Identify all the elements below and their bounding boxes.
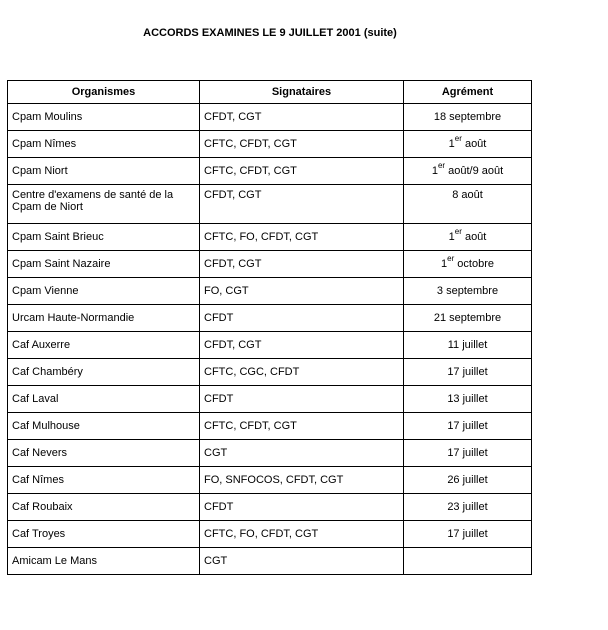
table-row [8, 467, 532, 494]
cell-signataires: CFTC, CFDT, CGT [200, 131, 404, 158]
cell-agrement [404, 158, 532, 185]
cell-signataires: CGT [200, 440, 404, 467]
cell-agrement: 11 juillet [404, 332, 532, 359]
cell-agrement: 17 juillet [404, 521, 532, 548]
table-row [8, 278, 532, 305]
table-row [8, 158, 532, 185]
cell-signataires: CFTC, CFDT, CGT [200, 413, 404, 440]
agrement-month: août [461, 231, 487, 243]
cell-signataires: CFTC, FO, CFDT, CGT [200, 224, 404, 251]
cell-agrement: 13 juillet [404, 386, 532, 413]
cell-organisme: Caf Troyes [8, 521, 200, 548]
cell-organisme: Urcam Haute-Normandie [8, 305, 200, 332]
cell-organisme: Caf Nîmes [8, 467, 200, 494]
cell-agrement: 8 août [404, 185, 532, 224]
cell-signataires: CFTC, CGC, CFDT [200, 359, 404, 386]
cell-organisme: Caf Laval [8, 386, 200, 413]
agrement-month: août [461, 138, 487, 150]
agrement-day: 1 [431, 165, 438, 177]
cell-signataires: CFDT, CGT [200, 104, 404, 131]
cell-organisme: Cpam Nîmes [8, 131, 200, 158]
cell-signataires: CFTC, CFDT, CGT [200, 158, 404, 185]
cell-signataires: CFTC, FO, CFDT, CGT [200, 521, 404, 548]
cell-signataires: CFDT [200, 386, 404, 413]
cell-agrement [404, 548, 532, 575]
cell-organisme: Cpam Niort [8, 158, 200, 185]
agrement-day: 1 [441, 258, 448, 270]
table-header-row [8, 81, 532, 104]
cell-agrement [404, 224, 532, 251]
cell-signataires: FO, CGT [200, 278, 404, 305]
cell-agrement [404, 131, 532, 158]
cell-organisme: Cpam Saint Brieuc [8, 224, 200, 251]
cell-organisme: Caf Chambéry [8, 359, 200, 386]
cell-signataires: CFDT, CGT [200, 332, 404, 359]
cell-organisme: Cpam Vienne [8, 278, 200, 305]
table-row [8, 521, 532, 548]
table-row [8, 185, 532, 224]
cell-signataires: CFDT [200, 494, 404, 521]
cell-agrement: 17 juillet [404, 413, 532, 440]
ordinal-suffix: er [454, 227, 462, 237]
cell-agrement [404, 251, 532, 278]
agreements-table [7, 80, 532, 575]
cell-agrement: 17 juillet [404, 359, 532, 386]
cell-organisme: Centre d'examens de santé de la Cpam de Niort [8, 185, 200, 224]
cell-organisme: Amicam Le Mans [8, 548, 200, 575]
table-row [8, 305, 532, 332]
cell-signataires: CFDT, CGT [200, 251, 404, 278]
cell-agrement: 26 juillet [404, 467, 532, 494]
header-signataires: Signataires [200, 81, 404, 104]
cell-signataires: CFDT, CGT [200, 185, 404, 224]
cell-agrement: 17 juillet [404, 440, 532, 467]
cell-organisme: Caf Auxerre [8, 332, 200, 359]
table-row [8, 104, 532, 131]
table-row [8, 413, 532, 440]
cell-organisme: Caf Roubaix [8, 494, 200, 521]
table-row [8, 494, 532, 521]
table-row [8, 224, 532, 251]
ordinal-suffix: er [437, 161, 446, 171]
cell-agrement: 21 septembre [404, 305, 532, 332]
cell-agrement: 18 septembre [404, 104, 532, 131]
table-row [8, 251, 532, 278]
agrement-day: 1 [448, 138, 455, 150]
cell-organisme: Caf Nevers [8, 440, 200, 467]
table-row [8, 359, 532, 386]
table-row [8, 440, 532, 467]
ordinal-suffix: er [447, 254, 455, 264]
cell-agrement: 23 juillet [404, 494, 532, 521]
cell-signataires: FO, SNFOCOS, CFDT, CGT [200, 467, 404, 494]
table-row [8, 548, 532, 575]
agrement-month: août/9 août [445, 165, 504, 177]
agrement-month: octobre [454, 258, 494, 270]
table-row [8, 386, 532, 413]
cell-agrement: 3 septembre [404, 278, 532, 305]
table-row [8, 332, 532, 359]
header-organismes: Organismes [8, 81, 200, 104]
ordinal-suffix: er [454, 134, 462, 144]
cell-organisme: Cpam Saint Nazaire [8, 251, 200, 278]
table-row [8, 131, 532, 158]
cell-signataires: CGT [200, 548, 404, 575]
cell-organisme: Cpam Moulins [8, 104, 200, 131]
header-agrement: Agrément [404, 81, 532, 104]
cell-organisme: Caf Mulhouse [8, 413, 200, 440]
cell-signataires: CFDT [200, 305, 404, 332]
agrement-day: 1 [448, 231, 455, 243]
page-title: ACCORDS EXAMINES LE 9 JUILLET 2001 (suite) [143, 27, 397, 39]
